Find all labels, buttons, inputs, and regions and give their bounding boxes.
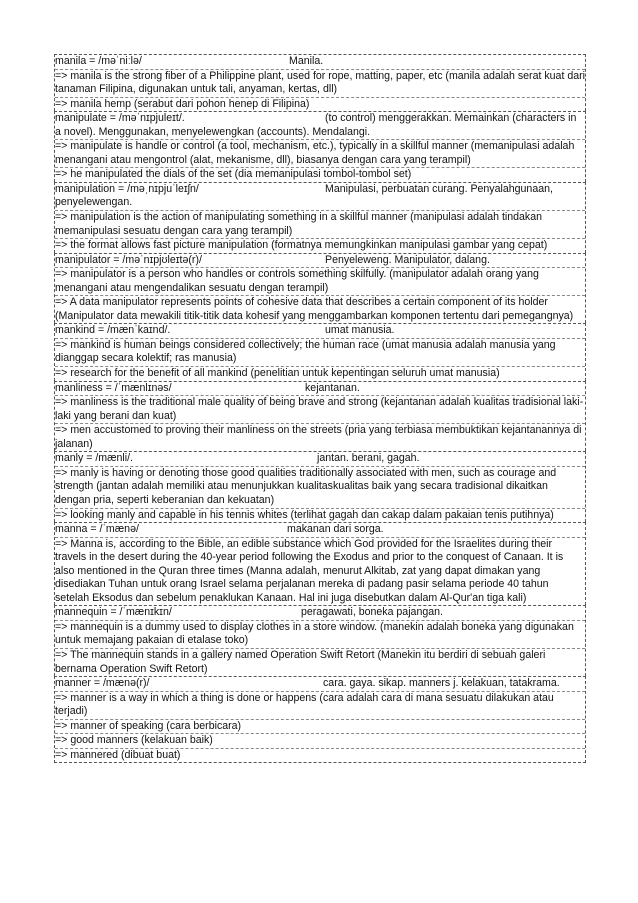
entry-translation: peragawati, boneka pajangan. [301,606,443,619]
dictionary-entry [54,522,586,605]
entry-example-line: => manliness is the traditional male quality of being brave and strong (kejantanan adalah kualitas tradisional laki-laki yang berani dan kuat) [55,396,585,424]
entry-example-line: => looking manly and capable in his tennis whites (terlihat gagah dan cakap dalam pakaian tenis putihnya) [55,508,554,521]
entry-term: manila = /məˈniːlə/ [55,55,142,67]
entry-example-line: => manner of speaking (cara berbicara) [55,720,585,735]
entry-example-line: => manipulate is handle or control (a tool, mechanism, etc.), typically in a skillful manner (memanipulasi adalah menangani atau mengontrol (alat, mekanisme, dll), biasanya dengan cara yang terampil) [55,140,585,168]
entry-example-line: => manipulation is the action of manipulating something in a skillful manner (manipulasi adalah tindakan memanipulasi sesuatu dengan cara yang terampil) [55,211,585,239]
entry-header [55,112,585,140]
entry-term: manipulator = /məˈnɪpjʊleɪtə(r)/ [55,253,202,266]
entry-term: manly = /mænli/. [55,452,134,465]
entry-example-line: => manly is having or denoting those good qualities traditionally associated with men, such as courage and strength (jantan adalah memiliki atau menunjukkan kualitaskualitas baik yang secara tradisional dikaitkan dengan pria, seperti keberanian dan kekuatan) [55,467,585,509]
entry-translation: (to control) menggerakkan. Memainkan (characters in a novel). Menggunakan, menyelewengkan (accounts). Mendalangi. [55,112,577,138]
entry-translation: Manila. [289,55,324,67]
entry-translation: umat manusia. [325,324,395,337]
entry-example-line: => The mannequin stands in a gallery named Operation Swift Retort (Manekin itu berdiri di sebuah galeri bernama Operation Swift Retort) [55,648,546,675]
entry-translation: Manipulasi, perbuatan curang. Penyalahgunaan, penyelewengan. [55,182,553,209]
dictionary-entry [54,111,586,182]
entry-term: manliness = /ˈmænlɪnəs/ [55,381,172,394]
entry-term: mankind = /mænˈkaɪnd/. [55,324,171,337]
entry-header [55,382,585,397]
entry-header [55,254,585,269]
entry-header [55,677,585,692]
entry-header [55,452,585,467]
entry-header [55,523,585,538]
entry-translation: makanan dari sorga. [287,523,384,536]
entry-example-line: => A data manipulator represents points of cohesive data that describes a certain component of its holder (Manipulator data mewakili titik-titik data kohesif yang menggambarkan komponen tertentu dari pemegangnya) [55,296,574,322]
entry-header [55,55,585,70]
dictionary-entry [54,54,586,111]
entry-example-line: => Manna is, according to the Bible, an edible substance which God provided for the Israelites during their travels in the desert during the 40-year period following the Exodus and prior to the conquest of Canaan. It is also mentioned in the Quran three times (Manna adalah, menurut Alkitab, zat yang dapat dimakan yang disediakan Tuhan untuk orang Israel selama perjalanan mereka di padang pasir selama periode 40 tahun setelah Eksodus dan sebelum penaklukan Kanaan. Hal ini juga disebutkan dalam Al-Qur'an tiga kali) [55,537,564,604]
entry-example-line: => research for the benefit of all mankind (penelitian untuk kepentingan seluruh umat manusia) [55,367,500,380]
dictionary-entry [54,253,586,324]
entry-example-line: => the format allows fast picture manipulation (formatnya memungkinkan manipulasi gambar yang cepat) [55,239,548,252]
dictionary-page [54,54,586,763]
dictionary-entry [54,451,586,522]
entry-term: manna = /ˈmænə/ [55,523,139,536]
entry-header [55,183,585,211]
entry-example-line: => men accustomed to proving their manliness on the streets (pria yang terbiasa membuktikan kejantanannya di jalanan) [55,424,582,450]
entry-term: mannequin = /ˈmænɪkɪn/ [55,606,172,619]
entry-translation: cara. gaya. sikap. manners j. kelakuan, tatakrama. [323,677,560,690]
dictionary-entry [54,605,586,676]
entry-example-line: => manipulator is a person who handles or controls something skilfully. (manipulator adalah orang yang menangani atau mengendalikan sesuatu dengan terampil) [55,268,585,296]
entry-translation: Penyeleweng. Manipulator, dalang. [325,253,490,266]
entry-translation: jantan. berani, gagah. [317,452,420,465]
dictionary-entry [54,676,586,763]
entry-example-line: => he manipulated the dials of the set (dia memanipulasi tombol-tombol set) [55,168,412,181]
entry-example-line: => manner is a way in which a thing is done or happens (cara adalah cara di mana sesuatu dilakukan atau terjadi) [55,692,585,720]
entry-term: manipulate = /məˈnɪpjuleɪt/. [55,112,185,125]
entry-example-line: => mankind is human beings considered collectively; the human race (umat manusia adalah manusia yang dianggap secara kolektif; ras manusia) [55,339,585,367]
dictionary-entry [54,182,586,253]
entry-term: manner = /mænə(r)/ [55,677,150,690]
entry-header [55,606,585,621]
entry-example-line: => manila is the strong fiber of a Philippine plant, used for rope, matting, paper, etc (manila adalah serat kuat dari tanaman Filipina, digunakan untuk tali, anyaman, kertas, dll) [55,70,585,98]
dictionary-entry [54,323,586,380]
entry-example-line: => mannequin is a dummy used to display clothes in a store window. (manekin adalah boneka yang digunakan untuk memajang pakaian di etalase toko) [55,621,585,649]
entry-example-line: => good manners (kelakuan baik) [55,734,585,749]
entry-header [55,324,585,339]
dictionary-entry [54,381,586,452]
entry-term: manipulation = /məˌnɪpjuˈleɪʃn/ [55,182,199,195]
entry-example-line: => mannered (dibuat buat) [55,748,181,761]
entry-example-line: => manila hemp (serabut dari pohon henep di Filipina) [55,97,310,110]
entry-translation: kejantanan. [305,381,360,394]
